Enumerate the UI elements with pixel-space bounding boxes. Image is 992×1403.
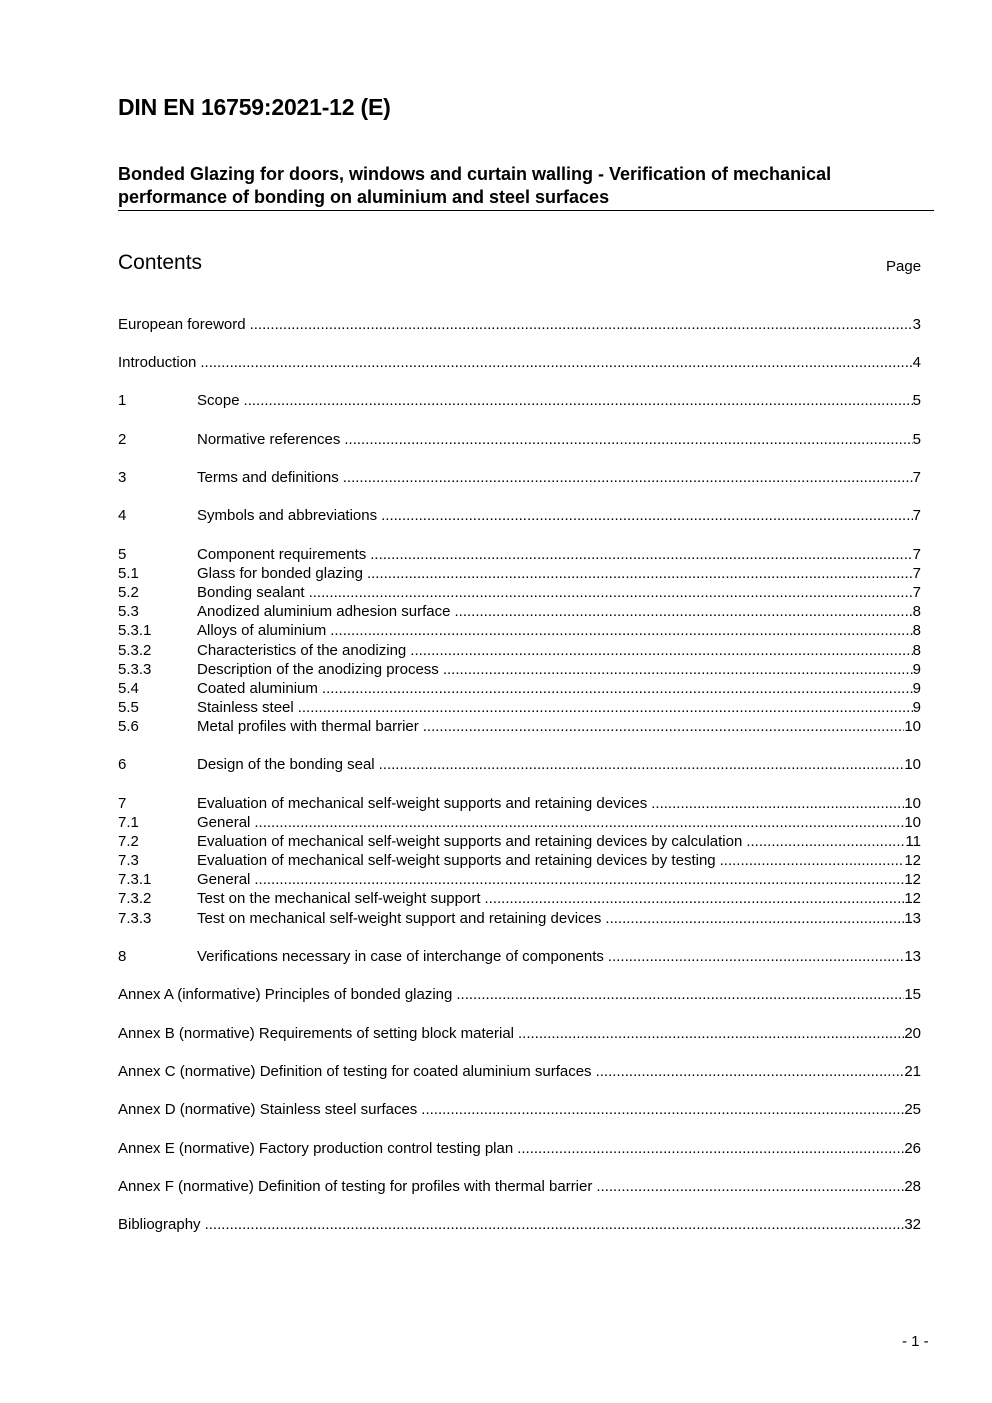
toc-entry-page: 5 [912, 392, 921, 409]
toc-entry-title: Test on mechanical self-weight support and retaining devices [197, 910, 602, 927]
toc-leader-dots [651, 795, 904, 812]
toc-leader-dots [517, 1140, 904, 1157]
toc-leader-dots [410, 642, 912, 659]
toc-entry-title: Evaluation of mechanical self-weight supports and retaining devices by testing [197, 852, 716, 869]
toc-entry-7-3-2[interactable] [118, 890, 921, 909]
toc-entry-number: 5.1 [118, 565, 139, 582]
toc-entry-number: 5.4 [118, 680, 139, 697]
toc-entry-7-3-3[interactable] [118, 910, 921, 929]
toc-entry-number: 7.3.1 [118, 871, 152, 888]
page-number: - 1 - [902, 1333, 929, 1350]
toc-entry-title: Anodized aluminium adhesion surface [197, 603, 451, 620]
toc-entry-page: 10 [904, 718, 921, 735]
toc-entry-title: Characteristics of the anodizing [197, 642, 407, 659]
toc-leader-dots [421, 1101, 904, 1118]
toc-entry-title: Alloys of aluminium [197, 622, 327, 639]
toc-entry-5[interactable] [118, 546, 921, 565]
toc-entry-introduction[interactable] [118, 354, 921, 373]
toc-entry-6[interactable] [118, 756, 921, 775]
toc-leader-dots [423, 718, 905, 735]
toc-entry-5-1[interactable] [118, 565, 921, 584]
toc-entry-7-3[interactable] [118, 852, 921, 871]
toc-entry-page: 13 [904, 948, 921, 965]
toc-entry-title: Annex E (normative) Factory production control testing plan [118, 1140, 514, 1157]
toc-entry-page: 12 [904, 890, 921, 907]
toc-leader-dots [330, 622, 912, 639]
toc-entry-number: 7 [118, 795, 127, 812]
toc-entry-number: 2 [118, 431, 127, 448]
toc-leader-dots [343, 469, 913, 486]
toc-entry-page: 5 [912, 431, 921, 448]
toc-entry-2[interactable] [118, 431, 921, 450]
toc-entry-3[interactable] [118, 469, 921, 488]
toc-entry-title: Scope [197, 392, 240, 409]
toc-leader-dots [456, 986, 904, 1003]
toc-entry-annex-f[interactable] [118, 1178, 921, 1197]
toc-entry-title: General [197, 814, 251, 831]
toc-entry-5-5[interactable] [118, 699, 921, 718]
toc-entry-page: 8 [912, 642, 921, 659]
toc-entry-page: 8 [912, 603, 921, 620]
toc-entry-title: Annex C (normative) Definition of testing for coated aluminium surfaces [118, 1063, 592, 1080]
contents-heading: Contents [118, 251, 203, 274]
toc-leader-dots [254, 814, 904, 831]
toc-leader-dots [367, 565, 913, 582]
toc-entry-number: 7.3.2 [118, 890, 152, 907]
toc-entry-title: Introduction [118, 354, 197, 371]
toc-entry-page: 7 [912, 546, 921, 563]
toc-entry-annex-c[interactable] [118, 1063, 921, 1082]
toc-entry-7-2[interactable] [118, 833, 921, 852]
toc-entry-title: General [197, 871, 251, 888]
toc-entry-page: 9 [912, 680, 921, 697]
document-title: Bonded Glazing for doors, windows and curtain walling - Verification of mechanical performance of bonding on aluminium and steel surfaces [118, 164, 832, 207]
toc-entry-page: 10 [904, 795, 921, 812]
toc-entry-page: 32 [904, 1216, 921, 1233]
toc-entry-number: 5.3 [118, 603, 139, 620]
toc-entry-page: 13 [904, 910, 921, 927]
toc-entry-foreword[interactable] [118, 316, 921, 335]
toc-leader-dots [443, 661, 913, 678]
toc-entry-number: 5.3.1 [118, 622, 152, 639]
toc-entry-title: Symbols and abbreviations [197, 507, 378, 524]
page-column-heading: Page [886, 258, 922, 275]
toc-entry-page: 7 [912, 469, 921, 486]
toc-entry-title: European foreword [118, 316, 246, 333]
toc-entry-page: 9 [912, 699, 921, 716]
toc-leader-dots [370, 546, 912, 563]
toc-leader-dots [344, 431, 912, 448]
toc-leader-dots [381, 507, 913, 524]
toc-entry-5-3-1[interactable] [118, 622, 921, 641]
toc-entry-annex-d[interactable] [118, 1101, 921, 1120]
toc-leader-dots [309, 584, 913, 601]
toc-entry-number: 5.2 [118, 584, 139, 601]
toc-entry-annex-e[interactable] [118, 1140, 921, 1159]
toc-entry-title: Design of the bonding seal [197, 756, 375, 773]
toc-entry-7[interactable] [118, 795, 921, 814]
toc-entry-page: 9 [912, 661, 921, 678]
toc-leader-dots [596, 1063, 905, 1080]
toc-entry-number: 5.3.3 [118, 661, 152, 678]
toc-entry-page: 21 [904, 1063, 921, 1080]
toc-entry-page: 10 [904, 756, 921, 773]
title-divider [118, 210, 934, 211]
toc-entry-number: 1 [118, 392, 127, 409]
toc-entry-page: 7 [912, 565, 921, 582]
toc-leader-dots [454, 603, 912, 620]
toc-entry-title: Metal profiles with thermal barrier [197, 718, 419, 735]
toc-entry-page: 10 [904, 814, 921, 831]
toc-entry-title: Evaluation of mechanical self-weight supports and retaining devices [197, 795, 648, 812]
toc-leader-dots [518, 1025, 904, 1042]
toc-entry-number: 7.1 [118, 814, 139, 831]
toc-entry-page: 12 [904, 852, 921, 869]
toc-entry-1[interactable] [118, 392, 921, 411]
toc-entry-title: Description of the anodizing process [197, 661, 439, 678]
toc-leader-dots [596, 1178, 904, 1195]
toc-entry-page: 25 [904, 1101, 921, 1118]
toc-entry-page: 7 [912, 584, 921, 601]
toc-entry-title: Terms and definitions [197, 469, 339, 486]
toc-entry-page: 4 [912, 354, 921, 371]
toc-entry-page: 15 [904, 986, 921, 1003]
toc-entry-page: 11 [905, 833, 921, 850]
toc-entry-page: 20 [904, 1025, 921, 1042]
toc-entry-5-4[interactable] [118, 680, 921, 699]
toc-leader-dots [322, 680, 913, 697]
toc-entry-title: Glass for bonded glazing [197, 565, 363, 582]
toc-entry-page: 7 [912, 507, 921, 524]
toc-entry-7-1[interactable] [118, 814, 921, 833]
toc-entry-number: 7.3 [118, 852, 139, 869]
toc-entry-bibliography[interactable] [118, 1216, 921, 1235]
toc-entry-title: Test on the mechanical self-weight support [197, 890, 481, 907]
toc-entry-number: 7.3.3 [118, 910, 152, 927]
toc-entry-number: 5.5 [118, 699, 139, 716]
toc-leader-dots [250, 316, 913, 333]
toc-entry-title: Component requirements [197, 546, 367, 563]
document-id: DIN EN 16759:2021-12 (E) [118, 94, 391, 120]
toc-leader-dots [720, 852, 905, 869]
toc-entry-title: Annex D (normative) Stainless steel surfaces [118, 1101, 418, 1118]
toc-entry-number: 5.6 [118, 718, 139, 735]
toc-leader-dots [298, 699, 913, 716]
toc-entry-annex-a[interactable] [118, 986, 921, 1005]
toc-entry-number: 5.3.2 [118, 642, 152, 659]
toc-entry-number: 5 [118, 546, 127, 563]
toc-entry-title: Annex A (informative) Principles of bonded glazing [118, 986, 453, 1003]
toc-leader-dots [205, 1216, 905, 1233]
toc-entry-5-3-2[interactable] [118, 642, 921, 661]
toc-entry-number: 3 [118, 469, 127, 486]
toc-entry-annex-b[interactable] [118, 1025, 921, 1044]
toc-entry-4[interactable] [118, 507, 921, 526]
toc-entry-5-2[interactable] [118, 584, 921, 603]
toc-entry-5-3-3[interactable] [118, 661, 921, 680]
toc-leader-dots [254, 871, 904, 888]
toc-entry-5-3[interactable] [118, 603, 921, 622]
toc-leader-dots [746, 833, 905, 850]
toc-entry-number: 6 [118, 756, 127, 773]
toc-entry-title: Annex F (normative) Definition of testing for profiles with thermal barrier [118, 1178, 593, 1195]
toc-leader-dots [605, 910, 904, 927]
toc-entry-page: 8 [912, 622, 921, 639]
toc-entry-8[interactable] [118, 948, 921, 967]
toc-leader-dots [244, 392, 913, 409]
toc-entry-number: 8 [118, 948, 127, 965]
toc-entry-title: Coated aluminium [197, 680, 318, 697]
toc-entry-page: 26 [904, 1140, 921, 1157]
toc-entry-page: 28 [904, 1178, 921, 1195]
toc-entry-title: Stainless steel [197, 699, 294, 716]
toc-leader-dots [608, 948, 904, 965]
toc-entry-title: Bonding sealant [197, 584, 305, 601]
toc-leader-dots [200, 354, 912, 371]
toc-entry-7-3-1[interactable] [118, 871, 921, 890]
toc-leader-dots [484, 890, 904, 907]
toc-entry-number: 4 [118, 507, 127, 524]
toc-entry-title: Evaluation of mechanical self-weight supports and retaining devices by calculation [197, 833, 743, 850]
toc-entry-title: Verifications necessary in case of interchange of components [197, 948, 604, 965]
toc-entry-number: 7.2 [118, 833, 139, 850]
toc-entry-5-6[interactable] [118, 718, 921, 737]
toc-entry-page: 12 [904, 871, 921, 888]
toc-entry-title: Annex B (normative) Requirements of setting block material [118, 1025, 515, 1042]
toc-entry-page: 3 [912, 316, 921, 333]
toc-entry-title: Normative references [197, 431, 341, 448]
toc-leader-dots [379, 756, 905, 773]
toc-entry-title: Bibliography [118, 1216, 201, 1233]
